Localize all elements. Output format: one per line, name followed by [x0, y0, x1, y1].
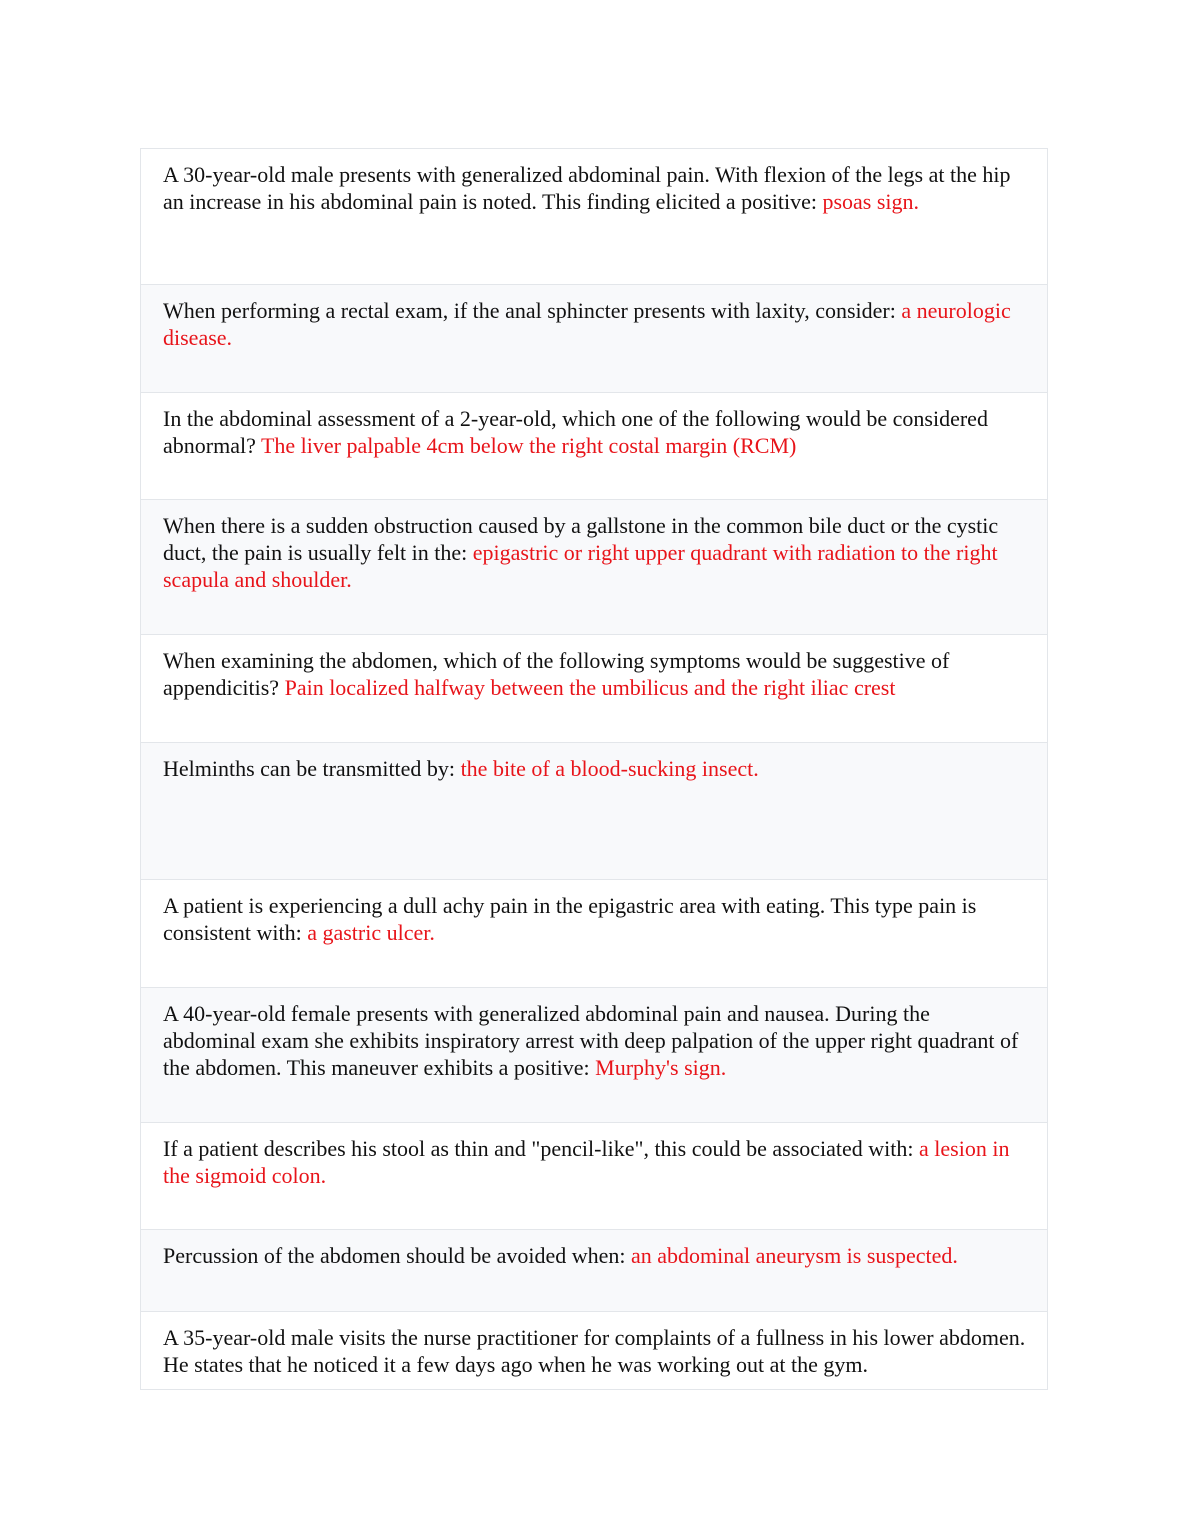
answer-text: a neurologic disease. — [163, 298, 1011, 350]
question-text: Helminths can be transmitted by: — [163, 756, 461, 781]
answer-text: psoas sign. — [822, 189, 920, 214]
question-text: When examining the abdomen, which of the following symptoms would be suggestive of appendicitis? — [163, 648, 950, 700]
qa-row — [141, 634, 1047, 742]
answer-text: epigastric or right upper quadrant with radiation to the right scapula and shoulder. — [163, 540, 998, 592]
answer-text: the bite of a blood-sucking insect. — [460, 756, 759, 781]
question-text: When performing a rectal exam, if the anal sphincter presents with laxity, consider: — [163, 298, 902, 323]
qa-row — [141, 499, 1047, 634]
qa-table — [140, 148, 1048, 1390]
question-text: A 30-year-old male presents with generalized abdominal pain. With flexion of the legs at the hip an increase in his abdominal pain is noted. This finding elicited a positive: — [163, 162, 1011, 214]
question-text: Percussion of the abdomen should be avoided when: — [163, 1243, 632, 1268]
question-text: A 40-year-old female presents with generalized abdominal pain and nausea. During the abdominal exam she exhibits inspiratory arrest with deep palpation of the upper right quadrant of the abdomen. This maneuver exhibits a positive: — [163, 1001, 1019, 1080]
question-text: When there is a sudden obstruction caused by a gallstone in the common bile duct or the cystic duct, the pain is usually felt in the: — [163, 513, 999, 565]
question-text: A 35-year-old male visits the nurse practitioner for complaints of a fullness in his lower abdomen. He states that he noticed it a few days ago when he was working out at the gym. — [163, 1325, 1026, 1377]
qa-row — [141, 879, 1047, 987]
answer-text: a lesion in the sigmoid colon. — [163, 1136, 1010, 1188]
answer-text: an abdominal aneurysm is suspected. — [631, 1243, 958, 1268]
qa-row — [141, 149, 1047, 284]
question-text: If a patient describes his stool as thin and "pencil-like", this could be associated with: — [163, 1136, 920, 1161]
answer-text: Pain localized halfway between the umbilicus and the right iliac crest — [284, 675, 896, 700]
qa-row — [141, 1311, 1047, 1389]
question-text: In the abdominal assessment of a 2-year-old, which one of the following would be considered abnormal? — [163, 406, 988, 458]
answer-text: Murphy's sign. — [595, 1055, 727, 1080]
qa-row — [141, 1122, 1047, 1229]
answer-text: The liver palpable 4cm below the right costal margin (RCM) — [260, 433, 797, 458]
qa-row — [141, 1229, 1047, 1311]
qa-row — [141, 987, 1047, 1122]
answer-text: a gastric ulcer. — [307, 920, 435, 945]
qa-row — [141, 284, 1047, 392]
question-text: A patient is experiencing a dull achy pain in the epigastric area with eating. This type pain is consistent with: — [163, 893, 977, 945]
qa-row — [141, 742, 1047, 879]
qa-row — [141, 392, 1047, 499]
